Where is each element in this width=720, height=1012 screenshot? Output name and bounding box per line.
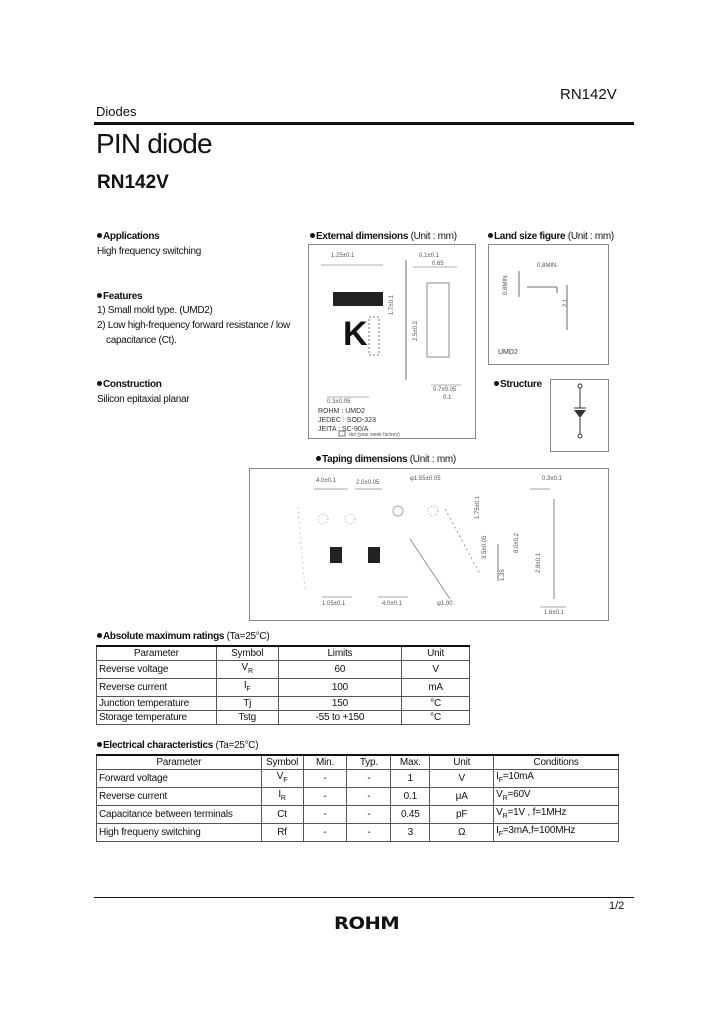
dimension-label: 1.05±0.1 xyxy=(322,601,346,607)
package-label: UMD2 xyxy=(498,349,518,356)
column-header: Symbol xyxy=(261,755,303,770)
elec-heading: Electrical characteristics (Ta=25°C) xyxy=(97,740,258,751)
dimension-label: 0.1 xyxy=(443,395,452,401)
dimension-label: 1.6±0.1 xyxy=(544,610,564,616)
column-header: Typ. xyxy=(347,755,391,770)
dimension-label: 4.0±0.1 xyxy=(316,478,336,484)
page-subtitle: RN142V xyxy=(97,172,169,193)
unit-cell: Ω xyxy=(430,824,494,842)
features-heading: Features xyxy=(97,291,142,302)
dimension-label: 2.1 xyxy=(563,298,569,307)
table-row xyxy=(97,770,619,788)
external-dimensions-figure xyxy=(308,244,476,439)
column-header: Unit xyxy=(402,646,470,661)
abs-max-heading: Absolute maximum ratings (Ta=25°C) xyxy=(97,631,269,642)
parameter-cell: Storage temperature xyxy=(97,711,217,725)
unit-cell: mA xyxy=(402,679,470,697)
applications-heading: Applications xyxy=(97,231,159,242)
diode-symbol-icon xyxy=(551,380,608,451)
typ-cell: - xyxy=(347,806,391,824)
header-part-number: RN142V xyxy=(560,86,617,103)
bullet-icon xyxy=(488,233,493,238)
construction-item: Silicon epitaxial planar xyxy=(97,394,190,405)
limit-cell: -55 to +150 xyxy=(278,711,402,725)
external-dimensions-heading: External dimensions (Unit : mm) xyxy=(310,231,457,242)
limit-cell: 100 xyxy=(278,679,402,697)
package-note: JEITA : SC-90/A xyxy=(318,426,369,433)
land-size-figure xyxy=(488,244,609,365)
land-size-heading: Land size figure (Unit : mm) xyxy=(488,231,614,242)
dimension-label: φ1.55±0.05 xyxy=(410,476,441,482)
limit-cell: 150 xyxy=(278,697,402,711)
structure-heading: Structure xyxy=(494,379,542,390)
dimension-label: 2.5±0.2 xyxy=(413,321,419,341)
unit-cell: pF xyxy=(430,806,494,824)
min-cell: - xyxy=(303,824,347,842)
parameter-cell: High frequeny switching xyxy=(97,824,262,842)
features-item: 2) Low high-frequency forward resistance / low xyxy=(97,320,290,331)
dimension-label: 1.7±0.1 xyxy=(389,295,395,315)
table-row xyxy=(97,661,470,679)
bullet-icon xyxy=(97,742,102,747)
symbol-cell: Rf xyxy=(261,824,303,842)
dimension-label: 0.1±0.1 xyxy=(419,253,439,259)
bullet-icon xyxy=(310,233,315,238)
conditions-cell: $I_F=3mA,f=100MHz$ xyxy=(494,824,619,842)
typ-cell: - xyxy=(347,824,391,842)
symbol-cell: Ct xyxy=(261,806,303,824)
dimension-label: 2.0±0.05 xyxy=(356,480,380,486)
parameter-cell: Reverse voltage xyxy=(97,661,217,679)
unit-cell: μA xyxy=(430,788,494,806)
dimension-label: 1.35 xyxy=(500,569,506,581)
dimension-label: 0.8MIN. xyxy=(537,263,559,269)
bullet-icon xyxy=(494,381,499,386)
table-row xyxy=(97,788,619,806)
dimension-label: 1.75±0.1 xyxy=(475,495,481,519)
features-item: capacitance (Ct). xyxy=(106,335,177,346)
symbol-cell: Tj xyxy=(216,697,278,711)
elec-table xyxy=(96,754,619,842)
typ-cell: - xyxy=(347,788,391,806)
bullet-icon xyxy=(97,293,102,298)
column-header: Max. xyxy=(391,755,430,770)
column-header: Parameter xyxy=(97,646,217,661)
rohm-logo: ROHM xyxy=(334,914,400,934)
dimension-label: 4.0±0.1 xyxy=(382,601,402,607)
dimension-label: 1.25±0.1 xyxy=(331,253,355,259)
conditions-cell: $I_F=10mA$ xyxy=(494,770,619,788)
marking-letter: K xyxy=(343,315,368,353)
column-header: Min. xyxy=(303,755,347,770)
conditions-cell: $V_R=60V$ xyxy=(494,788,619,806)
table-row xyxy=(97,679,470,697)
dimension-label: φ1.00 xyxy=(437,601,453,607)
dimension-label: 0.3±0.1 xyxy=(542,476,562,482)
unit-cell: V xyxy=(430,770,494,788)
symbol-cell: $I_R$ xyxy=(261,788,303,806)
symbol-cell: $V_R$ xyxy=(216,661,278,679)
package-note: dot (year week factory) xyxy=(349,432,400,438)
taping-heading: Taping dimensions (Unit : mm) xyxy=(316,454,456,465)
construction-heading: Construction xyxy=(97,379,162,390)
dimension-label: 3.5±0.05 xyxy=(482,535,488,559)
column-header: Symbol xyxy=(216,646,278,661)
structure-figure xyxy=(550,379,609,452)
dimension-label: 0.65 xyxy=(432,261,444,267)
parameter-cell: Reverse current xyxy=(97,679,217,697)
dimension-label: 0.7±0.05 xyxy=(433,387,457,393)
column-header: Limits xyxy=(278,646,402,661)
parameter-cell: Junction temperature xyxy=(97,697,217,711)
features-item: 1) Small mold type. (UMD2) xyxy=(97,305,213,316)
header-rule xyxy=(94,122,634,125)
bullet-icon xyxy=(97,633,102,638)
bullet-icon xyxy=(97,233,102,238)
taping-figure xyxy=(249,468,609,621)
category-label: Diodes xyxy=(96,104,137,119)
unit-cell: °C xyxy=(402,697,470,711)
symbol-cell: Tstg xyxy=(216,711,278,725)
min-cell: - xyxy=(303,806,347,824)
limit-cell: 60 xyxy=(278,661,402,679)
applications-item: High frequency switching xyxy=(97,246,201,257)
table-row xyxy=(97,824,619,842)
unit-cell: V xyxy=(402,661,470,679)
dimension-label: 0.3±0.05 xyxy=(327,399,351,405)
dimension-label: 0.8MIN. xyxy=(503,273,509,295)
column-header: Conditions xyxy=(494,755,619,770)
package-note: ROHM : UMD2 xyxy=(318,408,366,415)
min-cell: - xyxy=(303,788,347,806)
dimension-label: 8.0±0.2 xyxy=(514,533,520,553)
max-cell: 0.1 xyxy=(391,788,430,806)
abs-max-table xyxy=(96,645,470,725)
min-cell: - xyxy=(303,770,347,788)
table-row xyxy=(97,806,619,824)
bullet-icon xyxy=(316,456,321,461)
bullet-icon xyxy=(97,381,102,386)
max-cell: 3 xyxy=(391,824,430,842)
table-row xyxy=(97,711,470,725)
parameter-cell: Reverse current xyxy=(97,788,262,806)
page-number: 1/2 xyxy=(609,900,625,912)
parameter-cell: Capacitance between terminals xyxy=(97,806,262,824)
column-header: Unit xyxy=(430,755,494,770)
table-header-row xyxy=(97,646,470,661)
max-cell: 0.45 xyxy=(391,806,430,824)
package-note: JEDEC : SOD-323 xyxy=(318,417,376,424)
max-cell: 1 xyxy=(391,770,430,788)
typ-cell: - xyxy=(347,770,391,788)
table-row xyxy=(97,697,470,711)
symbol-cell: $I_F$ xyxy=(216,679,278,697)
footer-rule xyxy=(94,897,634,898)
symbol-cell: $V_F$ xyxy=(261,770,303,788)
page-title: PIN diode xyxy=(96,128,212,159)
table-header-row xyxy=(97,755,619,770)
unit-cell: °C xyxy=(402,711,470,725)
conditions-cell: $V_R=1V$ , f=1MHz xyxy=(494,806,619,824)
column-header: Parameter xyxy=(97,755,262,770)
dimension-label: 2.8±0.1 xyxy=(536,553,542,573)
parameter-cell: Forward voltage xyxy=(97,770,262,788)
carrier-tape-drawing xyxy=(250,469,608,620)
